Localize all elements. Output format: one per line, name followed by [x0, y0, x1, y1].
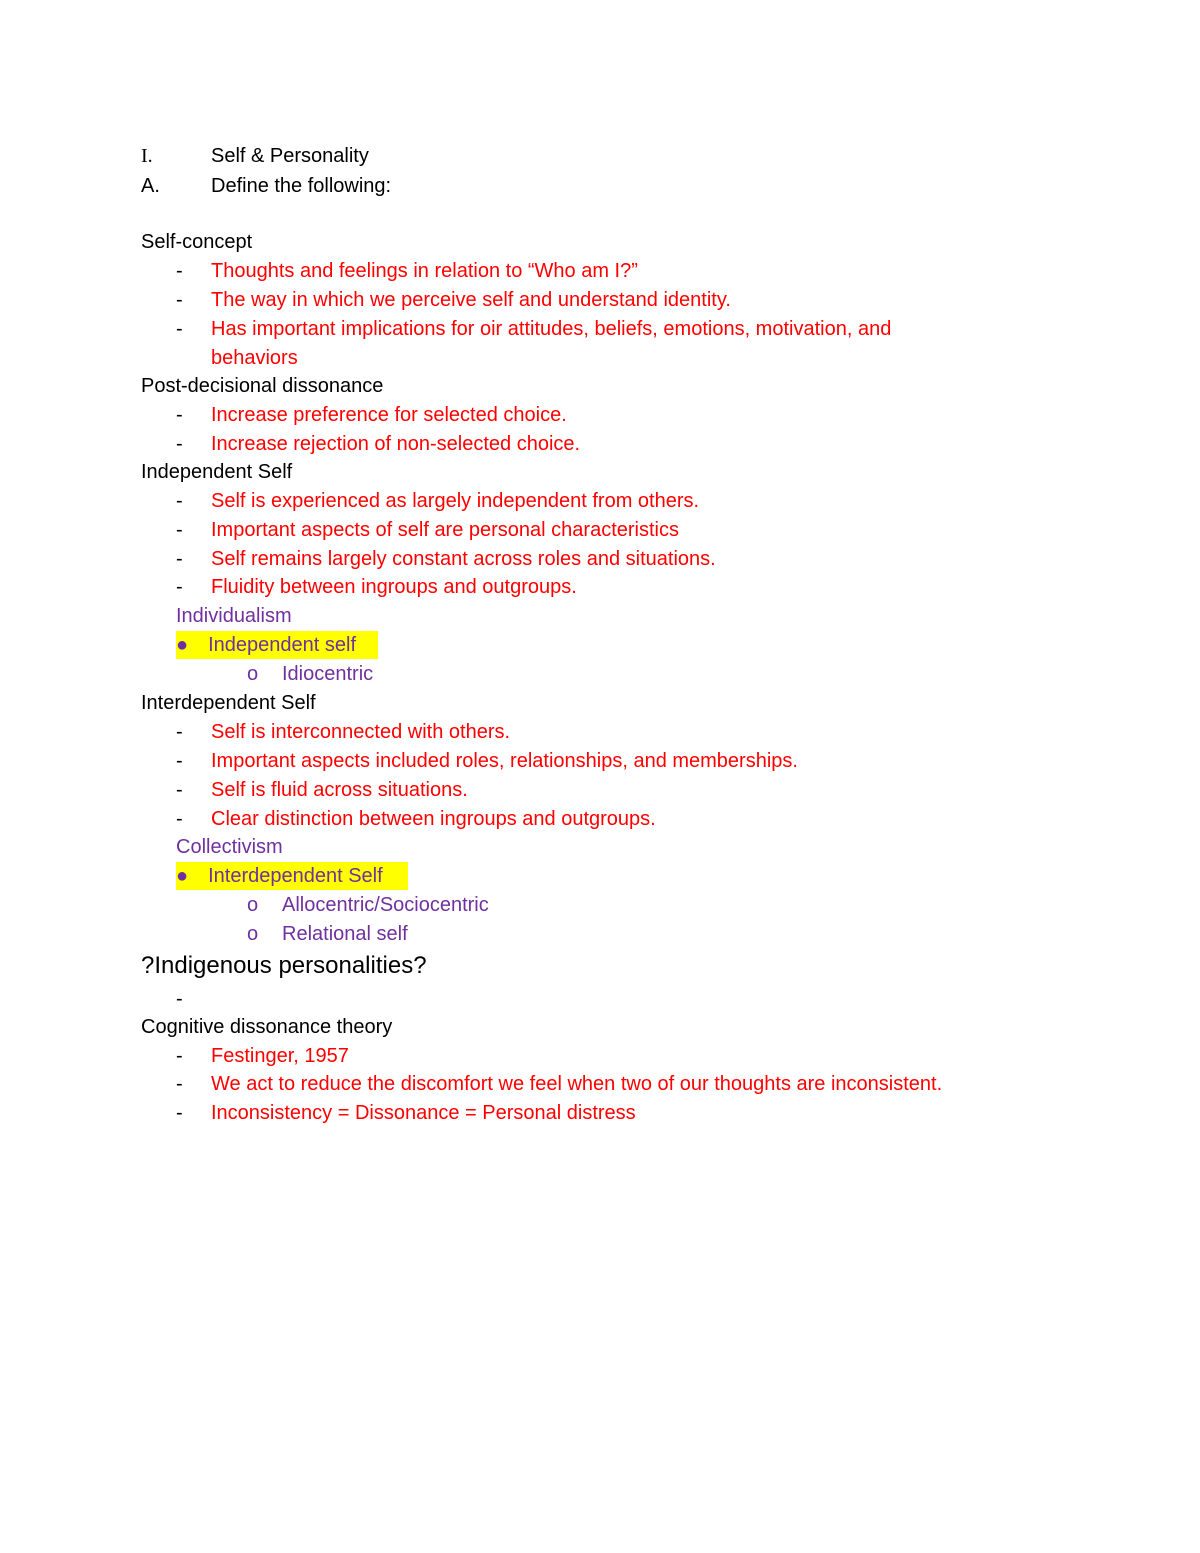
outline-letter: A. — [141, 175, 160, 197]
dash-marker: - — [176, 289, 183, 311]
definition-item: Important aspects included roles, relationships, and memberships. — [211, 750, 798, 772]
dash-marker: - — [176, 779, 183, 801]
sub-term: Relational self — [282, 923, 408, 945]
definition-item: The way in which we perceive self and understand identity. — [211, 289, 731, 311]
dash-marker: - — [176, 576, 183, 598]
dash-marker: - — [176, 750, 183, 772]
culture-label-collectivism: Collectivism — [176, 836, 283, 858]
definition-item: Thoughts and feelings in relation to “Who am I?” — [211, 260, 638, 282]
dash-marker: - — [176, 404, 183, 426]
dash-marker: - — [176, 1073, 183, 1095]
dash-marker: - — [176, 490, 183, 512]
dash-marker: - — [176, 433, 183, 455]
dash-marker: - — [176, 721, 183, 743]
term-indigenous-personalities: ?Indigenous personalities? — [141, 952, 427, 979]
section-subtitle: Define the following: — [211, 175, 392, 197]
section-title: Self & Personality — [211, 145, 369, 167]
definition-item: Increase rejection of non-selected choice. — [211, 433, 581, 455]
definition-item: Clear distinction between ingroups and outgroups. — [211, 808, 656, 830]
definition-item: Increase preference for selected choice. — [211, 404, 567, 426]
dash-marker: - — [176, 519, 183, 541]
circle-bullet-icon: o — [247, 894, 259, 916]
definition-item: Self is experienced as largely independent from others. — [211, 490, 700, 512]
highlighted-bullet-row — [176, 862, 408, 890]
definition-item-continuation: behaviors — [211, 347, 298, 369]
dash-marker: - — [176, 260, 183, 282]
dash-marker: - — [176, 548, 183, 570]
definition-item: Self is interconnected with others. — [211, 721, 511, 743]
term-self-concept: Self-concept — [141, 231, 253, 253]
dash-marker: - — [176, 808, 183, 830]
bullet-icon: ● — [176, 634, 189, 656]
outline-roman-numeral: I. — [141, 145, 153, 167]
definition-item: We act to reduce the discomfort we feel when two of our thoughts are inconsistent. — [211, 1073, 943, 1095]
definition-item: Self remains largely constant across roles and situations. — [211, 548, 716, 570]
definition-item: Self is fluid across situations. — [211, 779, 468, 801]
dash-marker: - — [176, 318, 183, 340]
dash-marker: - — [176, 1102, 183, 1124]
highlighted-term: Independent self — [208, 634, 356, 656]
sub-term: Allocentric/Sociocentric — [282, 894, 489, 916]
definition-item: Fluidity between ingroups and outgroups. — [211, 576, 577, 598]
circle-bullet-icon: o — [247, 923, 259, 945]
bullet-icon: ● — [176, 865, 189, 887]
highlighted-term: Interdependent Self — [208, 865, 383, 887]
term-cognitive-dissonance-theory: Cognitive dissonance theory — [141, 1016, 393, 1038]
term-independent-self: Independent Self — [141, 461, 293, 483]
definition-item: Festinger, 1957 — [211, 1045, 349, 1067]
term-post-decisional-dissonance: Post-decisional dissonance — [141, 375, 384, 397]
culture-label-individualism: Individualism — [176, 605, 292, 627]
dash-marker: - — [176, 1045, 183, 1067]
highlighted-bullet-row — [176, 631, 378, 659]
term-interdependent-self: Interdependent Self — [141, 692, 316, 714]
circle-bullet-icon: o — [247, 663, 259, 685]
sub-term: Idiocentric — [282, 663, 374, 685]
definition-item: Has important implications for oir attitudes, beliefs, emotions, motivation, and — [211, 318, 892, 340]
definition-item: Inconsistency = Dissonance = Personal distress — [211, 1102, 636, 1124]
dash-marker: - — [176, 988, 183, 1010]
definition-item: Important aspects of self are personal characteristics — [211, 519, 679, 541]
